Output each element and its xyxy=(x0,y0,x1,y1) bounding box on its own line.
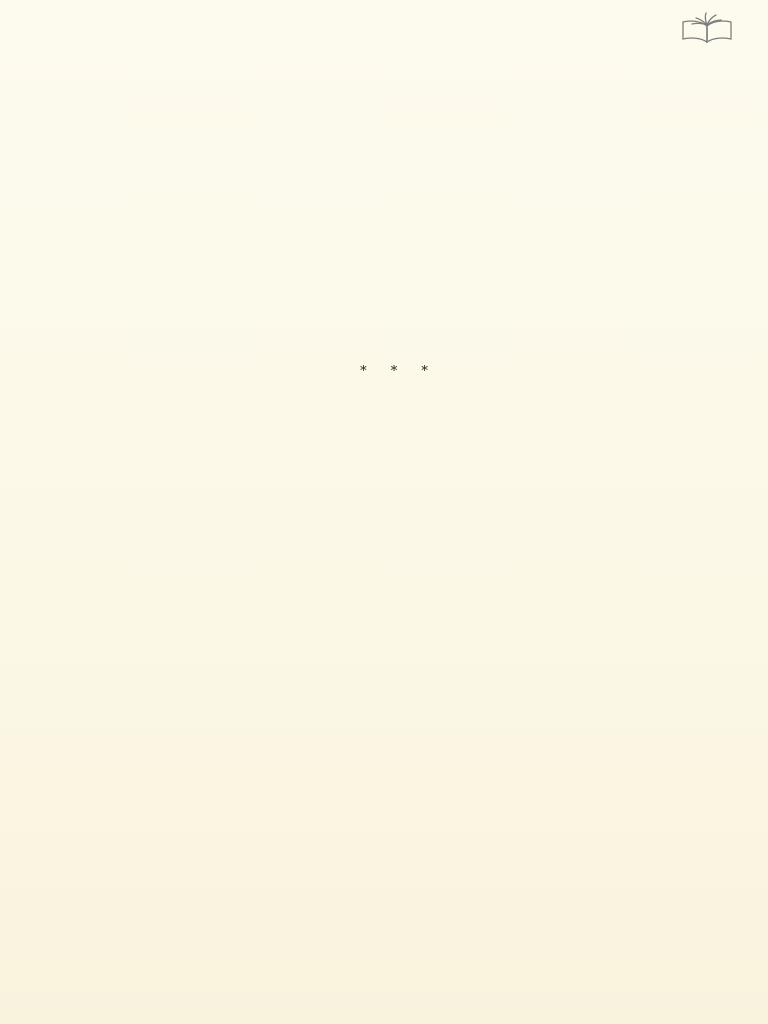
article-body xyxy=(84,348,714,393)
open-book-icon xyxy=(679,12,735,46)
library-logo xyxy=(664,12,750,72)
section-divider: * * * xyxy=(360,364,438,379)
